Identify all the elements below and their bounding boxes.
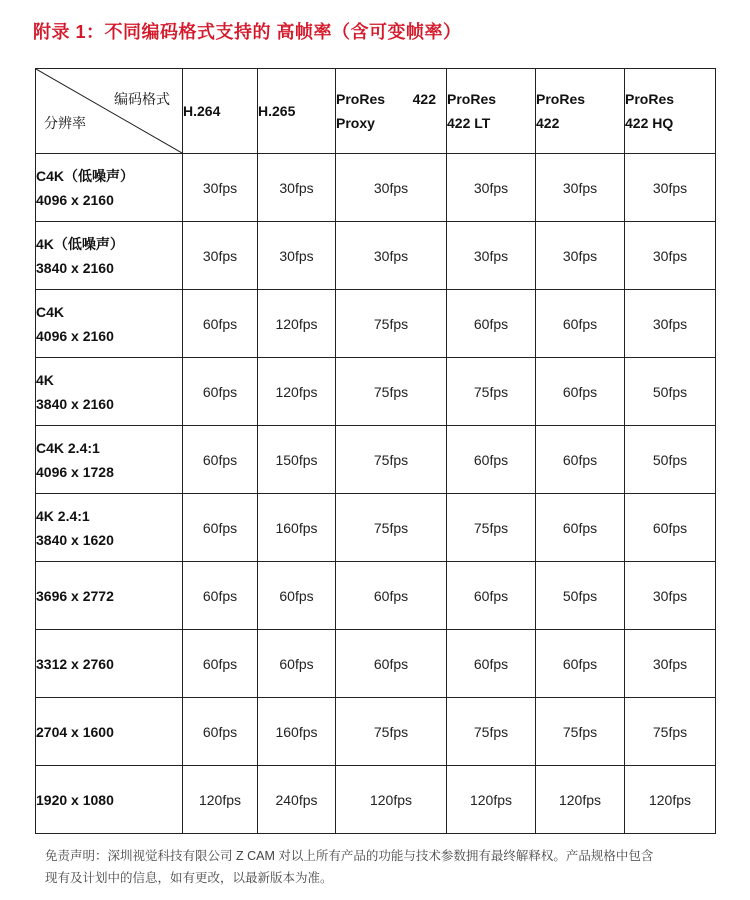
fps-cell: 120fps	[625, 766, 716, 834]
table-row	[36, 766, 716, 834]
fps-cell: 30fps	[336, 154, 447, 222]
fps-cell: 75fps	[336, 358, 447, 426]
fps-cell: 30fps	[625, 562, 716, 630]
fps-cell: 50fps	[625, 426, 716, 494]
fps-cell: 120fps	[336, 766, 447, 834]
fps-cell: 60fps	[536, 630, 625, 698]
fps-cell: 120fps	[536, 766, 625, 834]
row-header: 2704 x 1600	[36, 698, 183, 766]
fps-cell: 160fps	[258, 494, 336, 562]
fps-cell: 75fps	[336, 426, 447, 494]
fps-cell: 60fps	[183, 358, 258, 426]
fps-cell: 30fps	[447, 154, 536, 222]
fps-cell: 30fps	[536, 154, 625, 222]
fps-cell: 75fps	[336, 698, 447, 766]
table-row	[36, 426, 716, 494]
col-header-prores-hq: ProRes 422 HQ	[625, 69, 716, 154]
fps-cell: 60fps	[336, 630, 447, 698]
row-header: 4K 2.4:1 3840 x 1620	[36, 494, 183, 562]
row-header: 1920 x 1080	[36, 766, 183, 834]
fps-cell: 60fps	[447, 290, 536, 358]
fps-cell: 120fps	[258, 290, 336, 358]
corner-cell	[36, 69, 183, 154]
fps-cell: 60fps	[336, 562, 447, 630]
fps-cell: 50fps	[625, 358, 716, 426]
fps-cell: 60fps	[447, 630, 536, 698]
row-header: 4K（低噪声） 3840 x 2160	[36, 222, 183, 290]
table-row	[36, 222, 716, 290]
fps-cell: 30fps	[625, 222, 716, 290]
fps-cell: 60fps	[536, 290, 625, 358]
fps-cell: 60fps	[183, 426, 258, 494]
row-header: 3696 x 2772	[36, 562, 183, 630]
fps-cell: 60fps	[536, 358, 625, 426]
fps-cell: 60fps	[183, 698, 258, 766]
table-row	[36, 358, 716, 426]
fps-cell: 60fps	[183, 494, 258, 562]
fps-cell: 30fps	[625, 154, 716, 222]
row-header: C4K 4096 x 2160	[36, 290, 183, 358]
fps-cell: 30fps	[258, 154, 336, 222]
fps-cell: 60fps	[625, 494, 716, 562]
fps-cell: 75fps	[447, 358, 536, 426]
fps-cell: 30fps	[183, 222, 258, 290]
header-row	[36, 69, 716, 154]
page-title: 附录 1：不同编码格式支持的 高帧率（含可变帧率）	[33, 22, 462, 42]
fps-cell: 75fps	[447, 698, 536, 766]
table-row	[36, 698, 716, 766]
table-row	[36, 290, 716, 358]
fps-cell: 60fps	[183, 290, 258, 358]
fps-cell: 60fps	[258, 630, 336, 698]
table-row	[36, 154, 716, 222]
fps-cell: 75fps	[625, 698, 716, 766]
fps-cell: 60fps	[183, 562, 258, 630]
frame-rate-table	[35, 68, 716, 834]
fps-cell: 30fps	[536, 222, 625, 290]
fps-cell: 120fps	[258, 358, 336, 426]
corner-codec-label: 编码格式	[114, 91, 170, 107]
fps-cell: 30fps	[625, 630, 716, 698]
fps-cell: 120fps	[183, 766, 258, 834]
fps-cell: 30fps	[447, 222, 536, 290]
fps-cell: 120fps	[447, 766, 536, 834]
fps-cell: 240fps	[258, 766, 336, 834]
disclaimer-line-1: 免责声明：深圳视觉科技有限公司 Z CAM 对以上所有产品的功能与技术参数拥有最终解释权。产品规格中包含	[45, 849, 654, 863]
col-header-prores-lt: ProRes 422 LT	[447, 69, 536, 154]
fps-cell: 30fps	[258, 222, 336, 290]
col-header-h265: H.265	[258, 69, 336, 154]
table-row	[36, 630, 716, 698]
fps-cell: 75fps	[447, 494, 536, 562]
fps-cell: 50fps	[536, 562, 625, 630]
fps-cell: 75fps	[536, 698, 625, 766]
table-row	[36, 494, 716, 562]
fps-cell: 60fps	[447, 562, 536, 630]
col-header-h264: H.264	[183, 69, 258, 154]
col-header-prores-422: ProRes 422	[536, 69, 625, 154]
fps-cell: 30fps	[625, 290, 716, 358]
fps-cell: 150fps	[258, 426, 336, 494]
fps-cell: 60fps	[447, 426, 536, 494]
disclaimer	[45, 845, 725, 889]
fps-cell: 60fps	[258, 562, 336, 630]
fps-cell: 75fps	[336, 494, 447, 562]
diagonal-divider	[36, 69, 182, 153]
fps-cell: 30fps	[336, 222, 447, 290]
row-header: C4K（低噪声） 4096 x 2160	[36, 154, 183, 222]
fps-cell: 30fps	[183, 154, 258, 222]
table-row	[36, 562, 716, 630]
row-header: 4K 3840 x 2160	[36, 358, 183, 426]
fps-cell: 160fps	[258, 698, 336, 766]
fps-cell: 60fps	[536, 494, 625, 562]
corner-resolution-label: 分辨率	[44, 115, 86, 131]
row-header: 3312 x 2760	[36, 630, 183, 698]
fps-cell: 60fps	[183, 630, 258, 698]
fps-cell: 60fps	[536, 426, 625, 494]
disclaimer-line-2: 现有及计划中的信息，如有更改，以最新版本为准。	[45, 871, 333, 885]
row-header: C4K 2.4:1 4096 x 1728	[36, 426, 183, 494]
fps-cell: 75fps	[336, 290, 447, 358]
col-header-prores-proxy: ProRes 422 Proxy	[336, 69, 447, 154]
